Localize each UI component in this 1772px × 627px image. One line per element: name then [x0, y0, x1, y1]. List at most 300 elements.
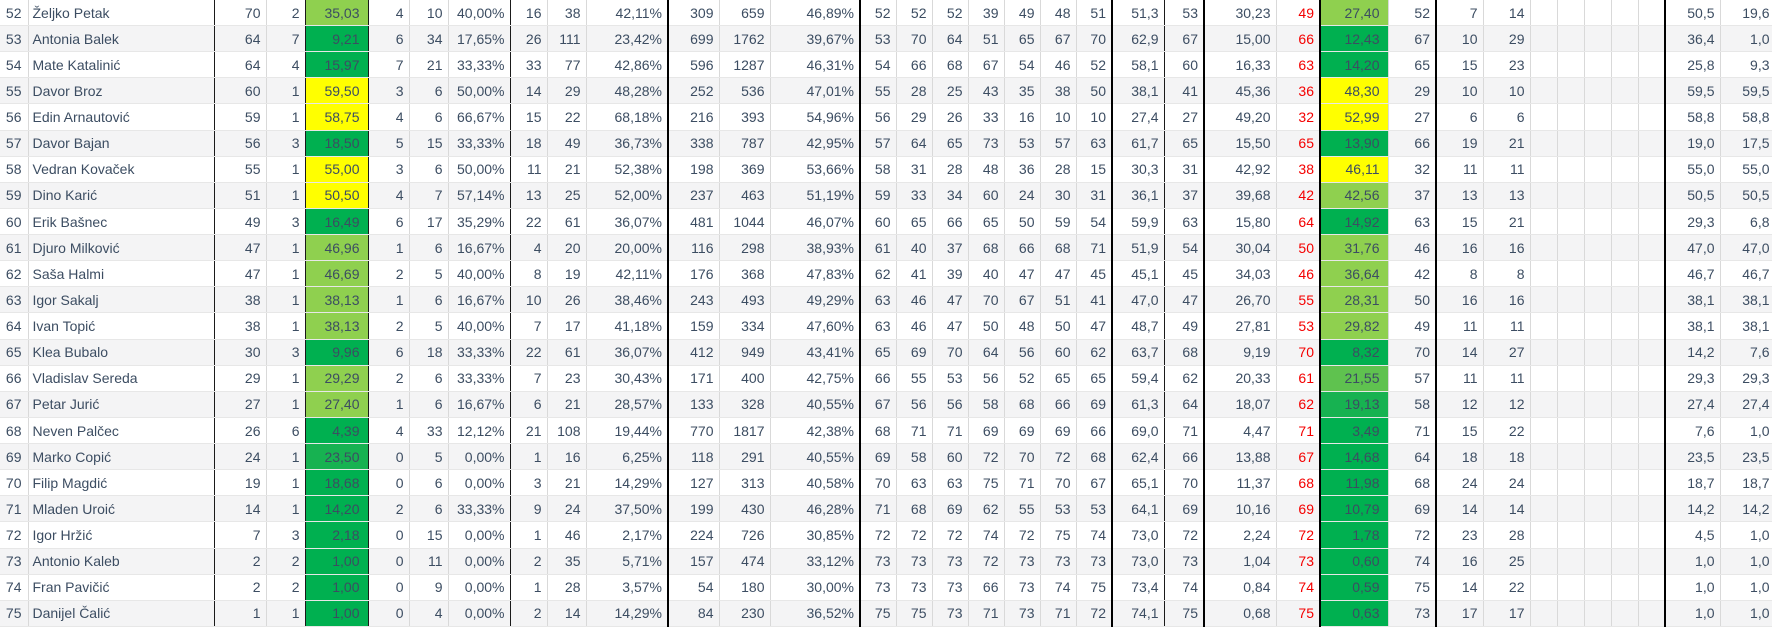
cell-index-highlight[interactable]: 21,55 [1320, 365, 1388, 391]
cell-empty[interactable] [1530, 156, 1557, 182]
cell-empty[interactable] [1584, 522, 1611, 548]
cell-empty[interactable] [1611, 470, 1638, 496]
cell-misc-2[interactable]: 11 [1483, 365, 1530, 391]
cell-made-3[interactable]: 216 [668, 104, 719, 130]
cell-att-2[interactable]: 19 [547, 261, 586, 287]
cell-rank-3[interactable]: 73 [932, 574, 968, 600]
cell-empty[interactable] [1530, 52, 1557, 78]
cell-misc-1[interactable]: 6 [1436, 104, 1483, 130]
cell-att-3[interactable]: 1287 [719, 52, 770, 78]
cell-made-2[interactable]: 3 [510, 470, 547, 496]
cell-made-3[interactable]: 252 [668, 78, 719, 104]
cell-empty[interactable] [1557, 261, 1584, 287]
cell-att-2[interactable]: 77 [547, 52, 586, 78]
cell-pct-2[interactable]: 19,44% [586, 417, 668, 443]
cell-rank-5[interactable]: 65 [1004, 26, 1040, 52]
cell-empty[interactable] [1584, 496, 1611, 522]
cell-misc-1[interactable]: 15 [1436, 417, 1483, 443]
cell-rank-6[interactable]: 53 [1040, 496, 1076, 522]
cell-rank-3[interactable]: 73 [932, 600, 968, 626]
cell-pct-1[interactable]: 0,00% [448, 574, 510, 600]
cell-count[interactable]: 1 [266, 600, 305, 626]
cell-rank-6[interactable]: 66 [1040, 391, 1076, 417]
cell-index-rank-red[interactable]: 67 [1276, 444, 1320, 470]
cell-points[interactable]: 27 [214, 391, 266, 417]
cell-rank-2[interactable]: 40 [896, 235, 932, 261]
cell-index-rank-red[interactable]: 53 [1276, 313, 1320, 339]
cell-empty[interactable] [1530, 444, 1557, 470]
cell-empty[interactable] [1611, 287, 1638, 313]
cell-pct-1[interactable]: 40,00% [448, 0, 510, 26]
cell-empty[interactable] [1530, 287, 1557, 313]
cell-att-3[interactable]: 334 [719, 313, 770, 339]
cell-empty[interactable] [1638, 522, 1665, 548]
cell-rank-1[interactable]: 70 [860, 470, 896, 496]
cell-misc-1[interactable]: 12 [1436, 391, 1483, 417]
cell-att-2[interactable]: 21 [547, 470, 586, 496]
cell-rank-5[interactable]: 66 [1004, 235, 1040, 261]
cell-avg-highlight[interactable]: 27,40 [305, 391, 368, 417]
cell-rank-5[interactable]: 69 [1004, 417, 1040, 443]
cell-att-2[interactable]: 29 [547, 78, 586, 104]
cell-rank-7[interactable]: 66 [1076, 417, 1112, 443]
cell-rank-1[interactable]: 55 [860, 78, 896, 104]
cell-empty[interactable] [1638, 574, 1665, 600]
cell-att-2[interactable]: 25 [547, 182, 586, 208]
cell-rank-4[interactable]: 72 [968, 548, 1004, 574]
cell-empty[interactable] [1638, 156, 1665, 182]
cell-empty[interactable] [1638, 130, 1665, 156]
cell-pct-2[interactable]: 36,07% [586, 208, 668, 234]
cell-index-rank-red[interactable]: 73 [1276, 548, 1320, 574]
cell-index-highlight[interactable]: 14,92 [1320, 208, 1388, 234]
cell-avg-highlight[interactable]: 46,69 [305, 261, 368, 287]
cell-rank-5[interactable]: 67 [1004, 287, 1040, 313]
cell-row-number[interactable]: 57 [0, 130, 28, 156]
cell-misc-2[interactable]: 16 [1483, 235, 1530, 261]
cell-rank-4[interactable]: 74 [968, 522, 1004, 548]
cell-row-number[interactable]: 71 [0, 496, 28, 522]
cell-rank-4[interactable]: 48 [968, 156, 1004, 182]
cell-made-1[interactable]: 7 [368, 52, 409, 78]
cell-misc-1[interactable]: 14 [1436, 496, 1483, 522]
cell-final-1[interactable]: 14,2 [1665, 339, 1720, 365]
cell-avg-highlight[interactable]: 58,75 [305, 104, 368, 130]
cell-empty[interactable] [1530, 208, 1557, 234]
cell-pct-3[interactable]: 33,12% [770, 548, 860, 574]
cell-points[interactable]: 49 [214, 208, 266, 234]
cell-final-2[interactable]: 18,7 [1720, 470, 1772, 496]
cell-empty[interactable] [1557, 104, 1584, 130]
cell-avg-highlight[interactable]: 38,13 [305, 287, 368, 313]
cell-index-rank-2[interactable]: 58 [1388, 391, 1436, 417]
cell-made-1[interactable]: 0 [368, 548, 409, 574]
cell-made-3[interactable]: 199 [668, 496, 719, 522]
cell-empty[interactable] [1638, 0, 1665, 26]
cell-empty[interactable] [1584, 235, 1611, 261]
cell-player-name[interactable]: Danijel Čalić [28, 600, 214, 626]
cell-rank-6[interactable]: 69 [1040, 417, 1076, 443]
cell-player-name[interactable]: Antonio Kaleb [28, 548, 214, 574]
cell-empty[interactable] [1638, 444, 1665, 470]
cell-rank-2[interactable]: 70 [896, 26, 932, 52]
cell-points[interactable]: 26 [214, 417, 266, 443]
cell-misc-1[interactable]: 11 [1436, 313, 1483, 339]
cell-pct-3[interactable]: 54,96% [770, 104, 860, 130]
cell-misc-2[interactable]: 28 [1483, 522, 1530, 548]
cell-index-rank-red[interactable]: 62 [1276, 391, 1320, 417]
cell-empty[interactable] [1584, 130, 1611, 156]
cell-rank-5[interactable]: 52 [1004, 365, 1040, 391]
cell-made-2[interactable]: 21 [510, 417, 547, 443]
cell-rank-3[interactable]: 70 [932, 339, 968, 365]
cell-index-highlight[interactable]: 1,78 [1320, 522, 1388, 548]
cell-final-2[interactable]: 47,0 [1720, 235, 1772, 261]
cell-row-number[interactable]: 61 [0, 235, 28, 261]
cell-empty[interactable] [1611, 182, 1638, 208]
cell-points[interactable]: 60 [214, 78, 266, 104]
cell-index-rank-red[interactable]: 36 [1276, 78, 1320, 104]
cell-rank-5[interactable]: 53 [1004, 130, 1040, 156]
cell-rank-7[interactable]: 31 [1076, 182, 1112, 208]
cell-final-1[interactable]: 50,5 [1665, 0, 1720, 26]
cell-misc-1[interactable]: 24 [1436, 470, 1483, 496]
cell-made-2[interactable]: 26 [510, 26, 547, 52]
cell-att-2[interactable]: 22 [547, 104, 586, 130]
cell-index-rank-2[interactable]: 71 [1388, 417, 1436, 443]
cell-avg-highlight[interactable]: 38,13 [305, 313, 368, 339]
cell-empty[interactable] [1557, 522, 1584, 548]
cell-row-number[interactable]: 65 [0, 339, 28, 365]
cell-final-2[interactable]: 55,0 [1720, 156, 1772, 182]
cell-misc-2[interactable]: 13 [1483, 182, 1530, 208]
cell-empty[interactable] [1638, 496, 1665, 522]
cell-rating-rank[interactable]: 45 [1164, 261, 1204, 287]
cell-row-number[interactable]: 56 [0, 104, 28, 130]
cell-misc-2[interactable]: 6 [1483, 104, 1530, 130]
cell-att-3[interactable]: 368 [719, 261, 770, 287]
cell-att-3[interactable]: 328 [719, 391, 770, 417]
cell-made-1[interactable]: 2 [368, 261, 409, 287]
cell-player-name[interactable]: Neven Palčec [28, 417, 214, 443]
cell-points[interactable]: 47 [214, 235, 266, 261]
cell-made-3[interactable]: 237 [668, 182, 719, 208]
cell-index[interactable]: 1,04 [1204, 548, 1276, 574]
cell-rank-2[interactable]: 63 [896, 470, 932, 496]
cell-avg-rating[interactable]: 38,1 [1112, 78, 1164, 104]
cell-rank-7[interactable]: 62 [1076, 339, 1112, 365]
cell-rank-2[interactable]: 73 [896, 548, 932, 574]
cell-index[interactable]: 42,92 [1204, 156, 1276, 182]
cell-avg-highlight[interactable]: 29,29 [305, 365, 368, 391]
cell-player-name[interactable]: Filip Magdić [28, 470, 214, 496]
cell-rank-7[interactable]: 67 [1076, 470, 1112, 496]
cell-empty[interactable] [1557, 182, 1584, 208]
cell-made-1[interactable]: 4 [368, 104, 409, 130]
cell-index-rank-2[interactable]: 29 [1388, 78, 1436, 104]
cell-rank-5[interactable]: 49 [1004, 0, 1040, 26]
cell-points[interactable]: 51 [214, 182, 266, 208]
cell-empty[interactable] [1611, 78, 1638, 104]
cell-final-2[interactable]: 1,0 [1720, 26, 1772, 52]
cell-made-2[interactable]: 2 [510, 548, 547, 574]
cell-att-3[interactable]: 313 [719, 470, 770, 496]
cell-final-2[interactable]: 1,0 [1720, 574, 1772, 600]
cell-index-highlight[interactable]: 28,31 [1320, 287, 1388, 313]
cell-pct-2[interactable]: 68,18% [586, 104, 668, 130]
cell-pct-3[interactable]: 49,29% [770, 287, 860, 313]
cell-made-1[interactable]: 1 [368, 391, 409, 417]
cell-player-name[interactable]: Marko Copić [28, 444, 214, 470]
cell-rank-1[interactable]: 71 [860, 496, 896, 522]
cell-misc-2[interactable]: 22 [1483, 574, 1530, 600]
cell-points[interactable]: 7 [214, 522, 266, 548]
cell-empty[interactable] [1584, 417, 1611, 443]
cell-row-number[interactable]: 54 [0, 52, 28, 78]
cell-index[interactable]: 30,23 [1204, 0, 1276, 26]
cell-pct-3[interactable]: 40,58% [770, 470, 860, 496]
cell-rank-3[interactable]: 39 [932, 261, 968, 287]
cell-att-3[interactable]: 291 [719, 444, 770, 470]
cell-rank-7[interactable]: 54 [1076, 208, 1112, 234]
cell-index-rank-2[interactable]: 67 [1388, 26, 1436, 52]
cell-att-2[interactable]: 108 [547, 417, 586, 443]
cell-empty[interactable] [1557, 130, 1584, 156]
cell-index-rank-2[interactable]: 72 [1388, 522, 1436, 548]
cell-att-2[interactable]: 111 [547, 26, 586, 52]
cell-avg-highlight[interactable]: 18,50 [305, 130, 368, 156]
cell-points[interactable]: 24 [214, 444, 266, 470]
cell-rank-6[interactable]: 67 [1040, 26, 1076, 52]
cell-points[interactable]: 38 [214, 287, 266, 313]
cell-empty[interactable] [1530, 417, 1557, 443]
cell-index-rank-2[interactable]: 27 [1388, 104, 1436, 130]
cell-final-1[interactable]: 4,5 [1665, 522, 1720, 548]
cell-index-rank-red[interactable]: 50 [1276, 235, 1320, 261]
cell-rank-6[interactable]: 59 [1040, 208, 1076, 234]
cell-index[interactable]: 16,33 [1204, 52, 1276, 78]
cell-final-2[interactable]: 6,8 [1720, 208, 1772, 234]
cell-empty[interactable] [1530, 261, 1557, 287]
cell-att-2[interactable]: 61 [547, 208, 586, 234]
cell-empty[interactable] [1557, 26, 1584, 52]
cell-index-rank-red[interactable]: 55 [1276, 287, 1320, 313]
cell-misc-1[interactable]: 14 [1436, 339, 1483, 365]
cell-empty[interactable] [1638, 391, 1665, 417]
cell-index-highlight[interactable]: 52,99 [1320, 104, 1388, 130]
cell-final-2[interactable]: 1,0 [1720, 548, 1772, 574]
cell-rank-3[interactable]: 60 [932, 444, 968, 470]
cell-pct-1[interactable]: 40,00% [448, 261, 510, 287]
cell-final-2[interactable]: 14,2 [1720, 496, 1772, 522]
cell-empty[interactable] [1611, 52, 1638, 78]
cell-rank-7[interactable]: 50 [1076, 78, 1112, 104]
cell-att-3[interactable]: 180 [719, 574, 770, 600]
cell-player-name[interactable]: Fran Pavičić [28, 574, 214, 600]
cell-empty[interactable] [1584, 391, 1611, 417]
cell-empty[interactable] [1584, 600, 1611, 626]
cell-rank-7[interactable]: 74 [1076, 522, 1112, 548]
cell-rank-4[interactable]: 69 [968, 417, 1004, 443]
cell-rank-7[interactable]: 53 [1076, 496, 1112, 522]
cell-empty[interactable] [1557, 444, 1584, 470]
cell-rank-1[interactable]: 62 [860, 261, 896, 287]
cell-empty[interactable] [1584, 208, 1611, 234]
cell-row-number[interactable]: 69 [0, 444, 28, 470]
cell-rank-3[interactable]: 52 [932, 0, 968, 26]
cell-rank-5[interactable]: 73 [1004, 548, 1040, 574]
cell-rank-7[interactable]: 73 [1076, 548, 1112, 574]
cell-rank-6[interactable]: 60 [1040, 339, 1076, 365]
cell-rating-rank[interactable]: 37 [1164, 182, 1204, 208]
cell-rank-1[interactable]: 61 [860, 235, 896, 261]
cell-rank-7[interactable]: 63 [1076, 130, 1112, 156]
cell-count[interactable]: 1 [266, 313, 305, 339]
cell-index[interactable]: 10,16 [1204, 496, 1276, 522]
cell-rank-7[interactable]: 71 [1076, 235, 1112, 261]
cell-rank-5[interactable]: 73 [1004, 574, 1040, 600]
cell-player-name[interactable]: Edin Arnautović [28, 104, 214, 130]
cell-empty[interactable] [1557, 496, 1584, 522]
cell-made-2[interactable]: 2 [510, 600, 547, 626]
cell-final-2[interactable]: 1,0 [1720, 417, 1772, 443]
cell-rank-5[interactable]: 68 [1004, 391, 1040, 417]
cell-rating-rank[interactable]: 41 [1164, 78, 1204, 104]
cell-made-3[interactable]: 243 [668, 287, 719, 313]
cell-rank-6[interactable]: 65 [1040, 365, 1076, 391]
cell-final-2[interactable]: 27,4 [1720, 391, 1772, 417]
cell-empty[interactable] [1638, 104, 1665, 130]
cell-rank-6[interactable]: 38 [1040, 78, 1076, 104]
cell-made-1[interactable]: 2 [368, 496, 409, 522]
cell-count[interactable]: 7 [266, 26, 305, 52]
cell-empty[interactable] [1584, 339, 1611, 365]
cell-rank-7[interactable]: 15 [1076, 156, 1112, 182]
cell-att-2[interactable]: 49 [547, 130, 586, 156]
cell-index-rank-2[interactable]: 49 [1388, 313, 1436, 339]
cell-made-2[interactable]: 1 [510, 574, 547, 600]
cell-empty[interactable] [1638, 339, 1665, 365]
cell-player-name[interactable]: Antonia Balek [28, 26, 214, 52]
cell-rating-rank[interactable]: 66 [1164, 444, 1204, 470]
cell-avg-highlight[interactable]: 1,00 [305, 548, 368, 574]
cell-final-1[interactable]: 50,5 [1665, 182, 1720, 208]
cell-count[interactable]: 4 [266, 52, 305, 78]
cell-empty[interactable] [1611, 444, 1638, 470]
cell-rank-2[interactable]: 65 [896, 208, 932, 234]
cell-avg-rating[interactable]: 36,1 [1112, 182, 1164, 208]
cell-row-number[interactable]: 70 [0, 470, 28, 496]
cell-rank-2[interactable]: 55 [896, 365, 932, 391]
cell-final-1[interactable]: 46,7 [1665, 261, 1720, 287]
cell-rank-4[interactable]: 72 [968, 444, 1004, 470]
cell-pct-1[interactable]: 12,12% [448, 417, 510, 443]
cell-empty[interactable] [1638, 261, 1665, 287]
cell-points[interactable]: 29 [214, 365, 266, 391]
cell-rank-1[interactable]: 54 [860, 52, 896, 78]
cell-rank-3[interactable]: 71 [932, 417, 968, 443]
cell-avg-highlight[interactable]: 9,21 [305, 26, 368, 52]
cell-empty[interactable] [1557, 208, 1584, 234]
cell-misc-2[interactable]: 14 [1483, 496, 1530, 522]
cell-avg-rating[interactable]: 74,1 [1112, 600, 1164, 626]
cell-index-rank-red[interactable]: 66 [1276, 26, 1320, 52]
cell-empty[interactable] [1611, 235, 1638, 261]
cell-made-2[interactable]: 8 [510, 261, 547, 287]
cell-row-number[interactable]: 75 [0, 600, 28, 626]
cell-index-rank-red[interactable]: 61 [1276, 365, 1320, 391]
cell-row-number[interactable]: 67 [0, 391, 28, 417]
cell-misc-1[interactable]: 17 [1436, 600, 1483, 626]
cell-pct-1[interactable]: 0,00% [448, 470, 510, 496]
cell-empty[interactable] [1557, 287, 1584, 313]
cell-empty[interactable] [1638, 287, 1665, 313]
cell-index-rank-2[interactable]: 46 [1388, 235, 1436, 261]
cell-pct-1[interactable]: 57,14% [448, 182, 510, 208]
cell-pct-3[interactable]: 47,83% [770, 261, 860, 287]
cell-count[interactable]: 1 [266, 182, 305, 208]
cell-att-3[interactable]: 536 [719, 78, 770, 104]
cell-made-3[interactable]: 224 [668, 522, 719, 548]
cell-rating-rank[interactable]: 75 [1164, 600, 1204, 626]
cell-pct-2[interactable]: 14,29% [586, 470, 668, 496]
cell-misc-2[interactable]: 24 [1483, 470, 1530, 496]
cell-rank-4[interactable]: 58 [968, 391, 1004, 417]
cell-att-3[interactable]: 949 [719, 339, 770, 365]
cell-misc-2[interactable]: 17 [1483, 600, 1530, 626]
cell-final-2[interactable]: 58,8 [1720, 104, 1772, 130]
cell-empty[interactable] [1584, 156, 1611, 182]
cell-made-1[interactable]: 6 [368, 208, 409, 234]
cell-att-3[interactable]: 230 [719, 600, 770, 626]
cell-final-1[interactable]: 7,6 [1665, 417, 1720, 443]
cell-avg-rating[interactable]: 65,1 [1112, 470, 1164, 496]
cell-att-1[interactable]: 15 [409, 130, 448, 156]
cell-att-1[interactable]: 6 [409, 391, 448, 417]
cell-empty[interactable] [1584, 313, 1611, 339]
cell-avg-highlight[interactable]: 18,68 [305, 470, 368, 496]
cell-player-name[interactable]: Saša Halmi [28, 261, 214, 287]
cell-empty[interactable] [1584, 261, 1611, 287]
cell-index-rank-red[interactable]: 42 [1276, 182, 1320, 208]
cell-points[interactable]: 56 [214, 130, 266, 156]
cell-rank-6[interactable]: 71 [1040, 600, 1076, 626]
cell-rank-2[interactable]: 69 [896, 339, 932, 365]
cell-empty[interactable] [1611, 391, 1638, 417]
cell-final-1[interactable]: 59,5 [1665, 78, 1720, 104]
cell-rating-rank[interactable]: 60 [1164, 52, 1204, 78]
cell-made-2[interactable]: 22 [510, 339, 547, 365]
cell-rank-3[interactable]: 25 [932, 78, 968, 104]
cell-pct-2[interactable]: 30,43% [586, 365, 668, 391]
cell-att-3[interactable]: 659 [719, 0, 770, 26]
cell-att-3[interactable]: 393 [719, 104, 770, 130]
cell-avg-rating[interactable]: 30,3 [1112, 156, 1164, 182]
cell-row-number[interactable]: 64 [0, 313, 28, 339]
cell-pct-1[interactable]: 50,00% [448, 156, 510, 182]
cell-made-1[interactable]: 4 [368, 417, 409, 443]
cell-count[interactable]: 1 [266, 261, 305, 287]
cell-att-1[interactable]: 5 [409, 261, 448, 287]
cell-index-rank-2[interactable]: 69 [1388, 496, 1436, 522]
cell-empty[interactable] [1638, 548, 1665, 574]
cell-rank-5[interactable]: 54 [1004, 52, 1040, 78]
cell-empty[interactable] [1557, 417, 1584, 443]
cell-player-name[interactable]: Vedran Kovaček [28, 156, 214, 182]
cell-pct-2[interactable]: 48,28% [586, 78, 668, 104]
cell-rating-rank[interactable]: 31 [1164, 156, 1204, 182]
cell-row-number[interactable]: 53 [0, 26, 28, 52]
